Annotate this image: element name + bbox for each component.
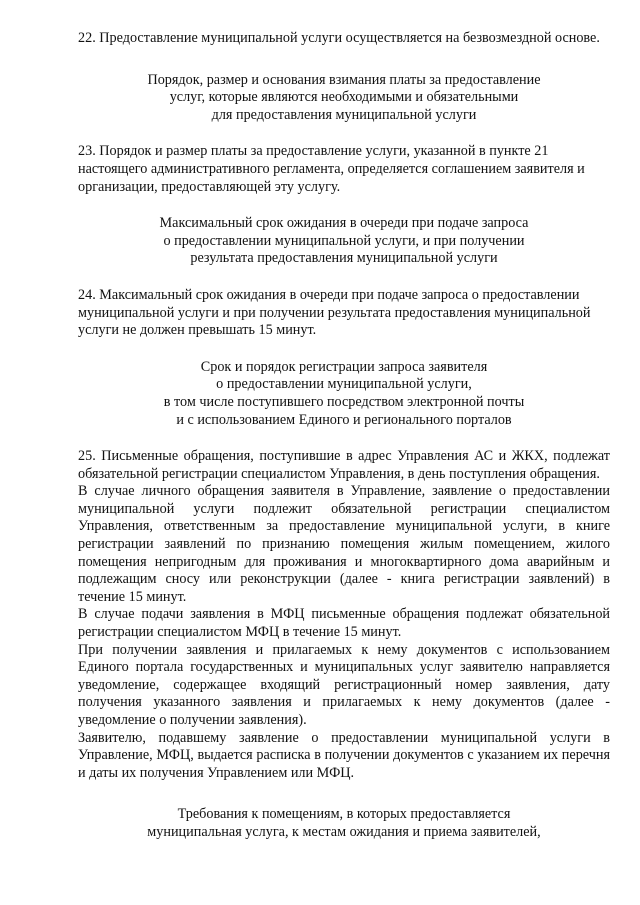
- paragraph-23: 23. Порядок и размер платы за предоставление услуги, указанной в пункте 21 настоящего административного регламента, определяется соглашением заявителя и организации, предоставляющей эту услугу.: [78, 143, 585, 195]
- heading-line: Порядок, размер и основания взимания платы за предоставление: [147, 71, 541, 88]
- heading-line: и с использованием Единого и регионального порталов: [176, 411, 512, 428]
- paragraph-25: 25. Письменные обращения, поступившие в адрес Управления АС и ЖКХ, подлежат обязательной регистрации специалистом Управления, в день поступления обращения.: [78, 448, 610, 482]
- heading-line: Максимальный срок ожидания в очереди при подаче запроса: [159, 215, 529, 232]
- paragraph-22: 22. Предоставление муниципальной услуги осуществляется на безвозмездной основе.: [78, 30, 600, 46]
- heading-line: услуг, которые являются необходимыми и обязательными: [169, 89, 519, 106]
- heading-line: Срок и порядок регистрации запроса заявителя: [200, 358, 488, 375]
- section-heading-premises-requirements: [78, 806, 610, 841]
- heading-line: для предоставления муниципальной услуги: [211, 106, 477, 123]
- paragraph-25-receipt: Заявителю, подавшему заявление о предоставлении муниципальной услуги в Управление, МФЦ, выдается расписка в получении документов с указанием их перечня и даты их получения Управлением или МФЦ.: [78, 729, 610, 781]
- heading-line: в том числе поступившего посредством электронной почты: [163, 393, 525, 410]
- section-heading-max-wait: [78, 215, 610, 268]
- heading-line: о предоставлении муниципальной услуги, и при получении: [163, 232, 525, 249]
- section-heading-fee-order: [78, 72, 610, 125]
- paragraph-25-mfc: В случае подачи заявления в МФЦ письменные обращения подлежат обязательной регистрации специалистом МФЦ в течение 15 минут.: [78, 606, 610, 641]
- heading-line: о предоставлении муниципальной услуги,: [216, 376, 472, 393]
- document-page: [78, 30, 610, 842]
- heading-line: муниципальная услуга, к местам ожидания и приема заявителей,: [147, 823, 541, 840]
- paragraph-25-personal-application: В случае личного обращения заявителя в Управление, заявление о предоставлении муниципальной услуги подлежит обязательной регистрации специалистом Управления, ответственным за предоставление муниципальной услуги, в книге регистрации заявлений по признанию помещения жилым помещением, жилого помещения непригодным для проживания и многоквартирного дома аварийным и подлежащим сносу или реконструкции (далее - книга регистрации заявлений) в течение 15 минут.: [78, 483, 610, 605]
- paragraph-24: 24. Максимальный срок ожидания в очереди при подаче запроса о предоставлении муниципальной услуги и при получении результата предоставления муниципальной услуги не должен превышать 15 минут.: [78, 286, 591, 339]
- heading-line: Требования к помещениям, в которых предоставляется: [177, 806, 511, 823]
- paragraph-25-portal-notification: При получении заявления и прилагаемых к нему документов с использованием Единого портала государственных и муниципальных услуг заявителю направляется уведомление, содержащее входящий регистрационный номер заявления, дату получения указанного заявления и прилагаемых к нему документов (далее - уведомление о получении заявления).: [78, 641, 610, 728]
- heading-line: результата предоставления муниципальной услуги: [190, 250, 498, 267]
- section-heading-registration: [78, 359, 610, 429]
